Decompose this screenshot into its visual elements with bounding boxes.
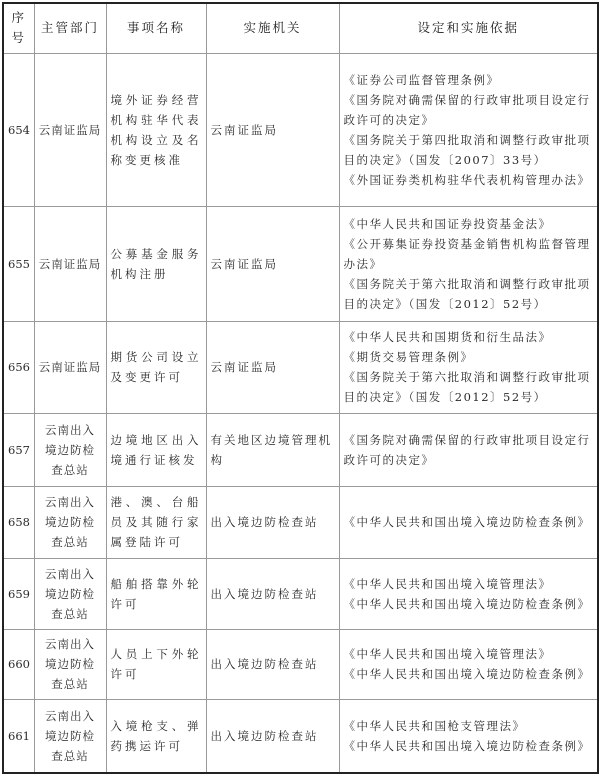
- table-row: [3, 699, 598, 773]
- department-line: 查总站: [51, 462, 89, 477]
- department-line: 境边防检: [45, 586, 95, 601]
- row-legal-basis: [339, 321, 598, 413]
- row-department: [34, 699, 106, 773]
- row-legal-basis: [339, 486, 598, 558]
- table-row: [3, 486, 598, 558]
- department-line: 云南出入: [45, 637, 95, 651]
- table-row: [3, 206, 598, 321]
- basis-entry: 《国务院对确需保留的行政审批项目设定行政许可的决定》: [343, 432, 591, 467]
- row-legal-basis: [339, 53, 598, 206]
- item-name-text: 港、澳、台船员及其随行家属登陆许可: [110, 495, 202, 549]
- item-name-text: 公募基金服务机构注册: [110, 246, 202, 281]
- row-item-name: [106, 53, 206, 206]
- item-name-text: 边境地区出入境通行证核发: [110, 432, 202, 467]
- row-serial-number: 654: [3, 53, 34, 206]
- basis-entry: 《中华人民共和国期货和衍生品法》: [343, 330, 552, 344]
- department-line: 境边防检: [45, 728, 95, 743]
- row-serial-number: 660: [3, 629, 34, 699]
- header-serial-number: [3, 3, 34, 53]
- basis-entry: 《中华人民共和国出境入境管理法》: [343, 576, 552, 591]
- table-row: [3, 413, 598, 486]
- basis-entry: 《外国证券类机构驻华代表机构管理办法》: [343, 172, 591, 187]
- row-department: [34, 629, 106, 699]
- basis-entry: 《公开募集证券投资基金销售机构监督管理办法》: [343, 236, 591, 271]
- row-legal-basis: [339, 413, 598, 486]
- header-item-name: 事项名称: [106, 3, 206, 53]
- row-department: 云南证监局: [34, 206, 106, 321]
- row-department: [34, 486, 106, 558]
- row-department: [34, 413, 106, 486]
- row-item-name: [106, 413, 206, 486]
- row-legal-basis: [339, 558, 598, 629]
- department-line: 查总站: [51, 677, 89, 691]
- row-item-name: [106, 206, 206, 321]
- row-department: [34, 558, 106, 629]
- item-name-text: 人员上下外轮许可: [110, 647, 202, 681]
- basis-entry: 《中华人民共和国证券投资基金法》: [343, 216, 552, 231]
- row-implementing-agency: 出入境边防检查站: [206, 558, 339, 629]
- row-item-name: [106, 486, 206, 558]
- row-implementing-agency: 有关地区边境管理机构: [206, 413, 339, 486]
- row-legal-basis: [339, 629, 598, 699]
- department-line: 境边防检: [45, 657, 95, 671]
- table-row: [3, 321, 598, 413]
- row-implementing-agency: 云南证监局: [206, 321, 339, 413]
- row-serial-number: 657: [3, 413, 34, 486]
- row-implementing-agency: 云南证监局: [206, 206, 339, 321]
- row-serial-number: 661: [3, 699, 34, 773]
- basis-entry: 《中华人民共和国出境入境边防检查条例》: [343, 667, 591, 681]
- row-item-name: [106, 699, 206, 773]
- basis-entry: 《中华人民共和国出境入境边防检查条例》: [343, 596, 591, 611]
- row-serial-number: 658: [3, 486, 34, 558]
- header-serial-line1: 序: [11, 10, 26, 26]
- department-line: 境边防检: [45, 515, 95, 529]
- row-department: 云南证监局: [34, 321, 106, 413]
- row-legal-basis: [339, 699, 598, 773]
- item-name-text: 入境枪支、弹药携运许可: [110, 718, 202, 753]
- row-item-name: [106, 321, 206, 413]
- row-legal-basis: [339, 206, 598, 321]
- row-department: 云南证监局: [34, 53, 106, 206]
- basis-entry: 《中华人民共和国出境入境边防检查条例》: [343, 515, 591, 529]
- basis-entry: 《国务院关于第六批取消和调整行政审批项目的决定》（国发〔2012〕52号）: [343, 276, 591, 311]
- department-line: 查总站: [51, 606, 89, 621]
- row-item-name: [106, 629, 206, 699]
- approval-items-table: [2, 2, 599, 774]
- department-line: 查总站: [51, 535, 89, 549]
- basis-entry: 《国务院对确需保留的行政审批项目设定行政许可的决定》: [343, 92, 591, 127]
- department-line: 境边防检: [45, 442, 95, 457]
- header-department: 主管部门: [34, 3, 106, 53]
- row-implementing-agency: 云南证监局: [206, 53, 339, 206]
- department-line: 云南出入: [45, 495, 95, 509]
- row-implementing-agency: 出入境边防检查站: [206, 699, 339, 773]
- header-legal-basis: 设定和实施依据: [339, 3, 598, 53]
- row-item-name: [106, 558, 206, 629]
- department-line: 查总站: [51, 748, 89, 763]
- item-name-text: 船舶搭靠外轮许可: [110, 576, 202, 611]
- basis-entry: 《期货交易管理条例》: [343, 350, 474, 364]
- table-row: [3, 558, 598, 629]
- item-name-text: 期货公司设立及变更许可: [110, 350, 202, 384]
- basis-entry: 《国务院关于第六批取消和调整行政审批项目的决定》（国发〔2012〕52号）: [343, 370, 591, 404]
- row-implementing-agency: 出入境边防检查站: [206, 629, 339, 699]
- row-serial-number: 655: [3, 206, 34, 321]
- basis-entry: 《中华人民共和国枪支管理法》: [343, 718, 526, 733]
- header-serial-line2: 号: [11, 30, 26, 46]
- row-serial-number: 656: [3, 321, 34, 413]
- table-header-row: [3, 3, 598, 53]
- row-serial-number: 659: [3, 558, 34, 629]
- department-line: 云南出入: [45, 566, 95, 581]
- basis-entry: 《中华人民共和国出境入境边防检查条例》: [343, 738, 591, 753]
- row-implementing-agency: 出入境边防检查站: [206, 486, 339, 558]
- basis-entry: 《国务院关于第四批取消和调整行政审批项目的决定》（国发〔2007〕33号）: [343, 132, 591, 167]
- table-row: [3, 53, 598, 206]
- department-line: 云南出入: [45, 422, 95, 437]
- header-implementing-agency: 实施机关: [206, 3, 339, 53]
- basis-entry: 《中华人民共和国出境入境管理法》: [343, 647, 552, 661]
- table-row: [3, 629, 598, 699]
- basis-entry: 《证券公司监督管理条例》: [343, 72, 500, 87]
- department-line: 云南出入: [45, 708, 95, 723]
- item-name-text: 境外证券经营机构驻华代表机构设立及名称变更核准: [110, 92, 202, 167]
